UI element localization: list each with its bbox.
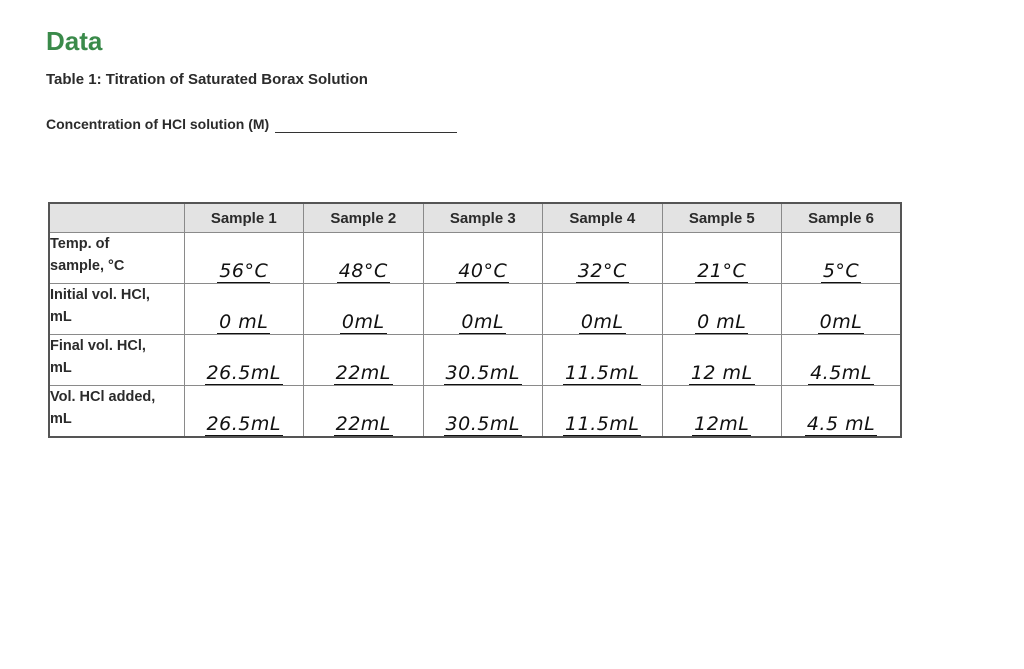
- table-cell: [662, 233, 782, 284]
- table-caption: Table 1: Titration of Saturated Borax Solution: [46, 71, 368, 88]
- column-header: Sample 1: [184, 203, 304, 233]
- table-cell: [543, 386, 663, 437]
- handwritten-value: 56°C: [219, 260, 269, 282]
- handwritten-value: 11.5mL: [565, 412, 640, 435]
- handwritten-value: 40°C: [458, 260, 508, 282]
- handwritten-value: 32°C: [577, 260, 627, 282]
- table-cell: [184, 335, 304, 386]
- table-cell: [423, 386, 543, 437]
- table-row-volume-added: [49, 386, 901, 437]
- table-cell: [184, 284, 304, 335]
- row-label-line: Final vol. HCl,: [50, 338, 146, 354]
- table-cell: [782, 284, 902, 335]
- column-header: Sample 5: [662, 203, 782, 233]
- titration-table: [48, 202, 902, 438]
- table-cell: [184, 386, 304, 437]
- column-header: Sample 2: [304, 203, 424, 233]
- handwritten-value: 0mL: [580, 311, 624, 333]
- row-label-line: sample, °C: [50, 258, 125, 274]
- row-label-line: Vol. HCl added,: [50, 389, 156, 405]
- row-label: [49, 335, 184, 386]
- handwritten-value: 0 mL: [697, 311, 747, 333]
- handwritten-value: 0 mL: [219, 311, 269, 333]
- table-cell: [184, 233, 304, 284]
- column-header: Sample 3: [423, 203, 543, 233]
- row-label: [49, 284, 184, 335]
- handwritten-value: 0mL: [461, 311, 505, 333]
- handwritten-value: 30.5mL: [445, 362, 520, 384]
- handwritten-value: 0mL: [341, 311, 385, 333]
- handwritten-value: 26.5mL: [206, 412, 281, 435]
- table-cell: [304, 335, 424, 386]
- table-cell: [782, 233, 902, 284]
- table-cell: [423, 335, 543, 386]
- handwritten-value: 4.5mL: [810, 362, 872, 384]
- table-cell: [304, 386, 424, 437]
- handwritten-value: 4.5 mL: [806, 412, 876, 435]
- handwritten-value: 22mL: [335, 362, 391, 384]
- table-cell: [304, 284, 424, 335]
- handwritten-value: 5°C: [822, 260, 860, 282]
- handwritten-value: 22mL: [335, 412, 391, 435]
- table-corner-cell: [49, 203, 184, 233]
- row-label-line: mL: [50, 309, 72, 325]
- table-cell: [662, 335, 782, 386]
- row-label-line: mL: [50, 411, 72, 427]
- table-cell: [782, 335, 902, 386]
- table-cell: [423, 284, 543, 335]
- table-cell: [543, 284, 663, 335]
- table-cell: [662, 284, 782, 335]
- concentration-blank-line[interactable]: [275, 118, 457, 133]
- table-row-final-volume: [49, 335, 901, 386]
- column-header: Sample 6: [782, 203, 902, 233]
- handwritten-value: 12mL: [694, 412, 750, 435]
- handwritten-value: 21°C: [697, 260, 747, 282]
- handwritten-value: 11.5mL: [565, 362, 640, 384]
- table-row-temperature: [49, 233, 901, 284]
- table-cell: [543, 233, 663, 284]
- table-header-row: [49, 203, 901, 233]
- concentration-label: Concentration of HCl solution (M): [46, 116, 270, 132]
- row-label-line: mL: [50, 360, 72, 376]
- table-row-initial-volume: [49, 284, 901, 335]
- row-label-line: Temp. of: [50, 236, 110, 252]
- table-cell: [543, 335, 663, 386]
- row-label: [49, 233, 184, 284]
- handwritten-value: 0mL: [819, 311, 863, 333]
- handwritten-value: 30.5mL: [445, 412, 520, 435]
- table-cell: [782, 386, 902, 437]
- handwritten-value: 12 mL: [690, 362, 753, 384]
- table-cell: [662, 386, 782, 437]
- handwritten-value: 48°C: [338, 260, 388, 282]
- row-label: [49, 386, 184, 437]
- column-header: Sample 4: [543, 203, 663, 233]
- table-cell: [423, 233, 543, 284]
- concentration-field: [46, 115, 457, 133]
- row-label-line: Initial vol. HCl,: [50, 287, 150, 303]
- handwritten-value: 26.5mL: [206, 362, 281, 384]
- page-title: Data: [46, 26, 103, 56]
- table-cell: [304, 233, 424, 284]
